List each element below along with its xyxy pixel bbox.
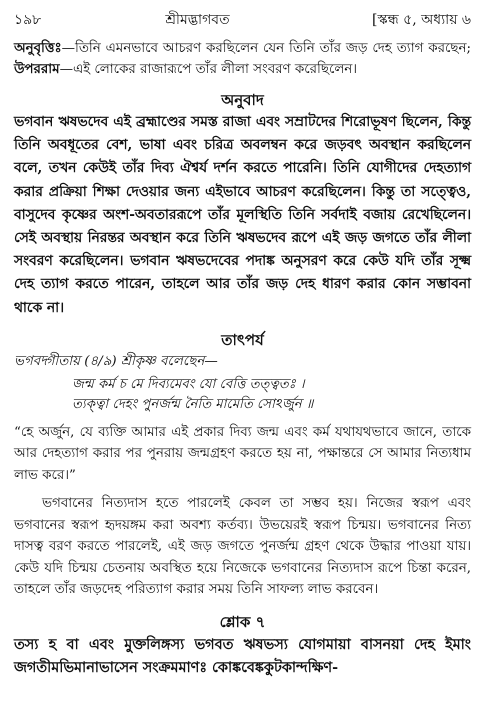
- running-title: শ্রীমদ্ভাগবত: [165, 12, 230, 28]
- page-header: [14, 8, 471, 32]
- gita-verse: [14, 375, 471, 415]
- page-number: ১৯৮: [14, 12, 42, 28]
- word-term: উপররাম: [14, 61, 60, 77]
- word-term: অনুবৃত্তিঃ: [14, 40, 62, 56]
- verse-quote: “হে অর্জুন, যে ব্যক্তি আমার এই প্রকার দিব্য জন্ম এবং কর্ম যথাযথভাবে জানে, তাকে আর দেহত্যাগ করার পর পুনরায় জন্মগ্রহণ করতে হয় না, পক্ষান্তরে সে আমার নিত্যধাম লাভ করে।”: [14, 424, 471, 483]
- translation-text: ভগবান ঋষভদেব এই ব্রহ্মাণ্ডের সমস্ত রাজা এবং সম্রাটদের শিরোভূষণ ছিলেন, কিন্তু তিনি অবধূতের বেশ, ভাষা এবং চরিত্র অবলম্বন করে জড়বৎ অবস্থান করছিলেন বলে, তখন কেউই তাঁর দিব্য ঐশ্বর্য দর্শন করতে পারেনি। তিনি যোগীদের দেহত্যাগ করার প্রক্রিয়া শিক্ষা দেওয়ার জন্য এইভাবে আচরণ করেছিলেন। কিন্তু তা সত্ত্বেও, বাসুদেব কৃষ্ণের অংশ-অবতাররূপে তাঁর মূলস্থিতি তিনি সর্বদাই বজায় রেখেছিলেন। সেই অবস্থায় নিরন্তর অবস্থান করে তিনি ঋষভদেব রূপে এই জড় জগতে তাঁর লীলা সংবরণ করেছিলেন। ভগবান ঋষভদেবের পদাঙ্ক অনুসরণ করে কেউ যদি তাঁর সূক্ষ্ম দেহ ত্যাগ করতে পারেন, তাহলে আর তাঁর জড় দেহ ধারণ করার কোন সম্ভাবনা থাকে না।: [14, 114, 471, 316]
- chapter-reference: [স্কন্ধ ৫, অধ্যায় ৬: [372, 12, 471, 28]
- translation-heading: অনুবাদ: [221, 91, 264, 109]
- next-verse-heading: শ্লোক ৭: [219, 612, 266, 631]
- verse-line: ত্যক্ত্বা দেহং পুনর্জন্ম নৈতি মামেতি সোঽর্জুন ॥: [72, 396, 314, 412]
- purport-heading: তাৎপর্য: [221, 330, 264, 349]
- gita-citation: ভগবদ্গীতায় (৪/৯) শ্রীকৃষ্ণ বলেছেন—: [14, 353, 218, 369]
- next-verse-text: তস্য হ বা এবং মুক্তলিঙ্গস্য ভগবত ঋষভস্য যোগমায়া বাসনয়া দেহ ইমাং জগতীমভিমানাভাসেন সংক্রমমাণঃ কোঙ্কবেঙ্ককুটকান্দক্ষিণ-: [14, 635, 471, 677]
- word-meaning: —তিনি এমনভাবে আচরণ করছিলেন যেন তিনি তাঁর জড় দেহ ত্যাগ করছেন;: [61, 41, 471, 56]
- verse-line: জন্ম কর্ম চ মে দিব্যমেবং যো বেত্তি তত্ত্বতঃ ।: [72, 376, 305, 392]
- word-meanings: [14, 38, 471, 80]
- word-meaning: —এই লোকের রাজারূপে তাঁর লীলা সংবরণ করেছিলেন।: [59, 62, 358, 77]
- purport-paragraph: ভগবানের নিত্যদাস হতে পারলেই কেবল তা সম্ভব হয়। নিজের স্বরূপ এবং ভগবানের স্বরূপ হৃদয়ঙ্গম করা অবশ্য কর্তব্য। উভয়েরই স্বরূপ চিন্ময়। ভগবানের নিত্য দাসত্ব বরণ করতে পারলেই, এই জড় জগতে পুনর্জন্ম গ্রহণ থেকে উদ্ধার পাওয়া যায়। কেউ যদি চিন্ময় চেতনায় অবস্থিত হয়ে নিজেকে ভগবানের নিত্যদাস রূপে চিন্তা করেন, তাহলে তাঁর জড়দেহ পরিত্যাগ করার সময় তিনি সাফল্য লাভ করবেন।: [14, 496, 471, 598]
